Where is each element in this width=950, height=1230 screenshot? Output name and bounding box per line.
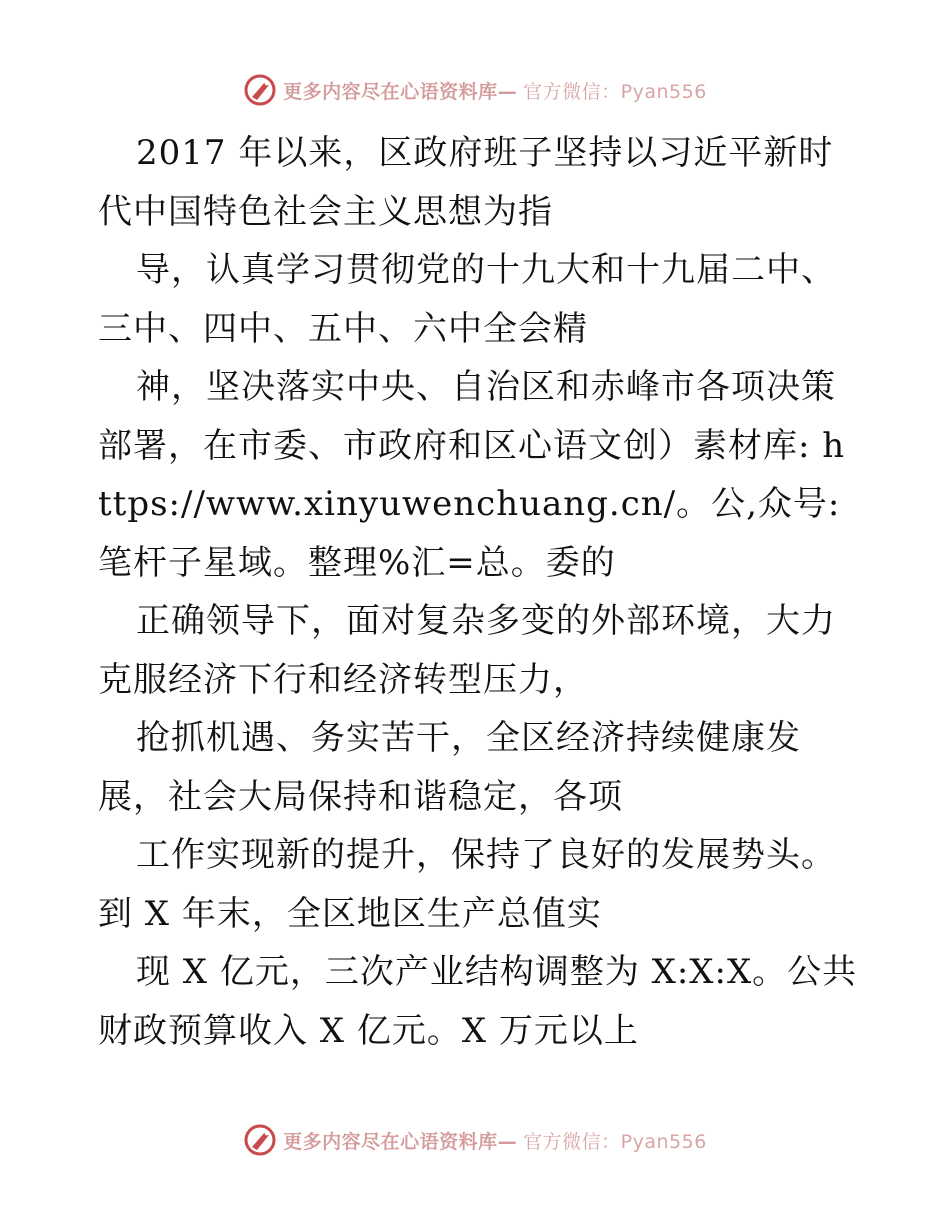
- paragraph: 2017 年以来，区政府班子坚持以习近平新时代中国特色社会主义思想为指: [98, 133, 834, 232]
- header-watermark: [0, 70, 950, 110]
- paragraph: 现 X 亿元，三次产业结构调整为 X:X:X。公共财政预算收入 X 亿元。X 万元以上: [98, 952, 858, 1051]
- brand-logo-icon: [243, 1123, 277, 1157]
- banner-wechat: 官方微信：Pyan556: [523, 80, 707, 103]
- banner-text: 更多内容尽在心语资料库—: [283, 80, 518, 103]
- paragraph: 工作实现新的提升，保持了良好的发展势头。到 X 年末，全区地区生产总值实: [98, 835, 836, 934]
- brand-logo-icon: [243, 73, 277, 107]
- paragraph: 导，认真学习贯彻党的十九大和十九届二中、三中、四中、五中、六中全会精: [98, 250, 836, 349]
- paragraph: 神，坚决落实中央、自治区和赤峰市各项决策部署，在市委、市政府和区心语文创）素材库: https://www.xinyuwenchuang.cn/。公,众号: 笔杆子星域。整理%汇=总。委的: [98, 367, 846, 583]
- banner-text: 更多内容尽在心语资料库—: [283, 1130, 518, 1153]
- paragraph: 抢抓机遇、务实苦干，全区经济持续健康发展，社会大局保持和谐稳定，各项: [98, 718, 801, 817]
- paragraph: 正确领导下，面对复杂多变的外部环境，大力克服经济下行和经济转型压力，: [98, 601, 836, 700]
- banner-wechat: 官方微信：Pyan556: [523, 1130, 707, 1153]
- document-body: [98, 124, 858, 1060]
- footer-watermark: [0, 1120, 950, 1160]
